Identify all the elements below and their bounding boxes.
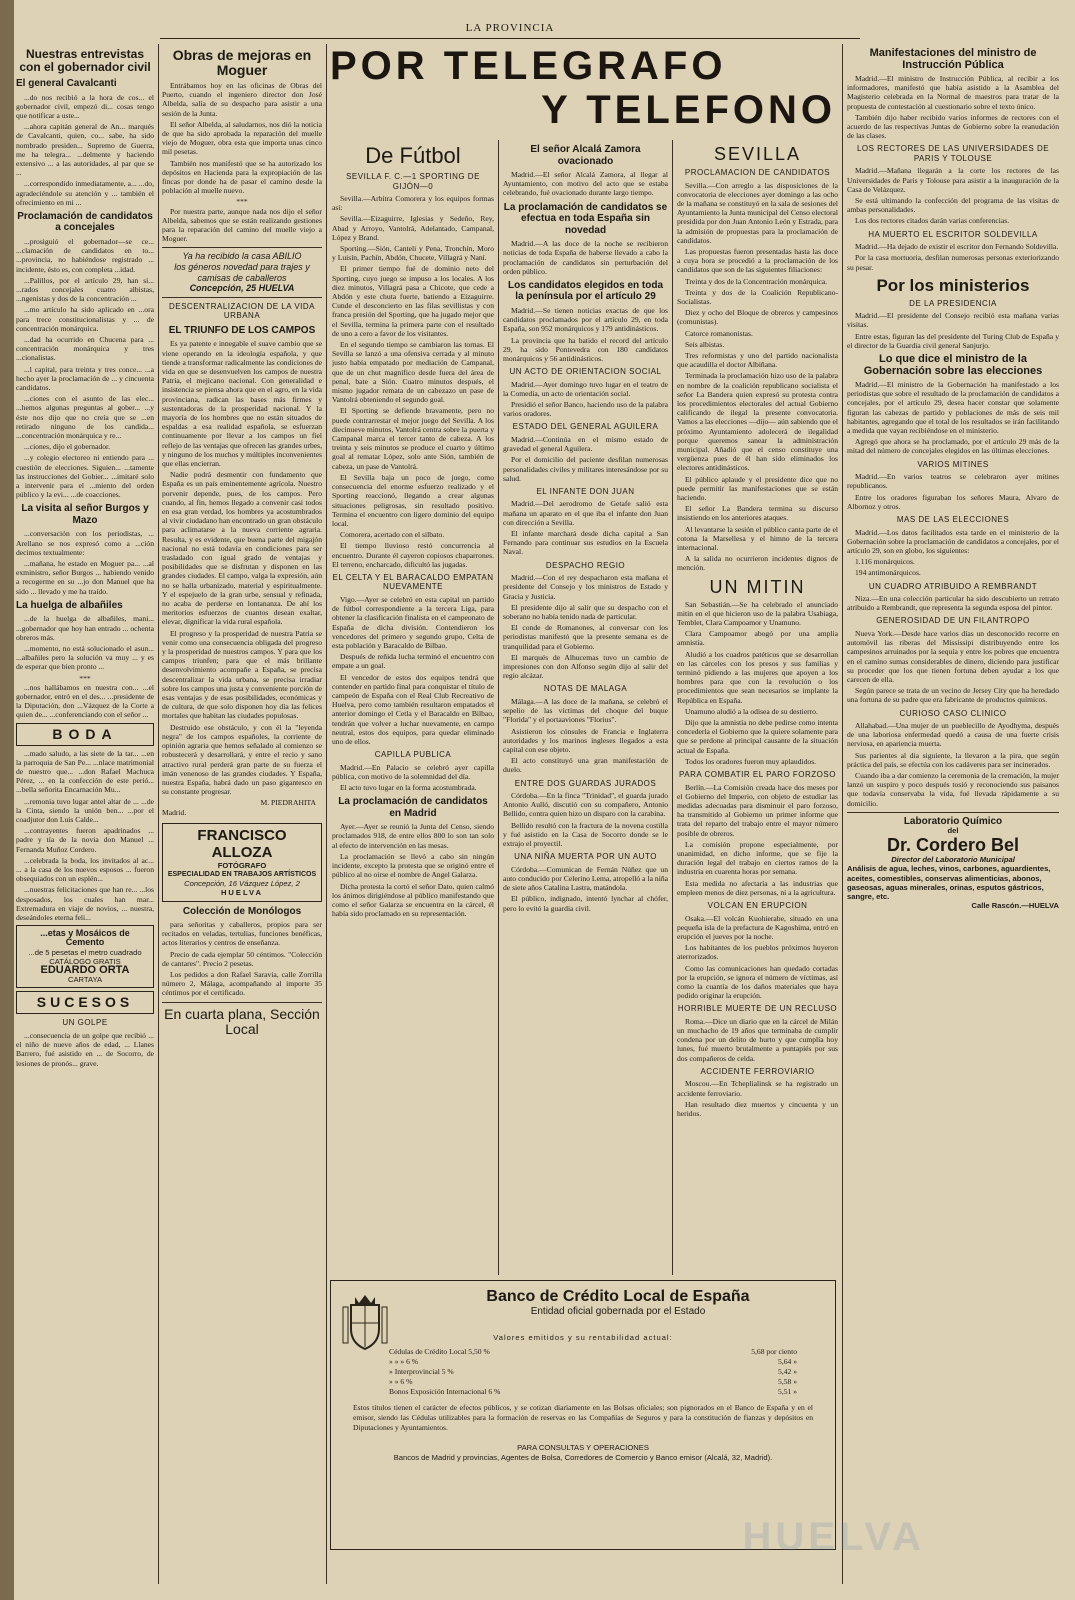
bank-title: Banco de Crédito Local de España [486,1288,750,1305]
paragraph: ...prosiguió el gobernador—se ce... ...clamación de candidatos en to... ...provincia, no habiéndose registrado ... incidente, ésto es, con completa ...idad. [16,236,154,274]
column-6 [847,44,1059,1584]
paragraph: El vencedor de estos dos equipos tendrá que contender en partido final para conquistar el título de campeón de España con el Real Club Recreativo de Huelva, pero como también resultaron empatados el anterior domingo el Cetla y el Baracaldo en Bilbao, tendrán que volver a luchar nuevamente, en campo neutral, estos dos equipos, para quedar eliminado uno de ellos. [332,672,494,746]
paragraph: Por nuestra parte, aunque nada nos dijo el señor Albelda, sabemos que se están realizando gestiones para la reparación del camino del muelle viejo a Moguer. [162,206,322,244]
separator-stars: *** [79,673,91,683]
paragraph: ...contrayentes fueron apadrinados ... padre y tía de la novia don Manuel ... Fernanda Muñoz Cordero. [16,826,154,854]
rate-label: » » 6 % [389,1377,413,1386]
paragraph: Dicha protesta la cortó el señor Dato, quien calmó los ánimos dirigiéndose al público manifestando que como el señor Galarza se encuentra en la cárcel, él había sido proclamado en su representación. [332,881,494,919]
headline: ENTRE DOS GUARDAS JURADOS [514,778,657,788]
ad-text: HUELVA [220,888,264,898]
ad-text: Calle Rascón.—HUELVA [971,901,1059,911]
paragraph: ...y colegio electoreo ni entiendo para ... cuestión de elecciones. Siguien... ...tamente las instrucciones del Gobier... ...imitaré solo a intervenir para el ...miento del orden público y la evi... ...de coacciones. [16,453,154,500]
paragraph: Entre estas, figuran las del presidente del Turing Club de España y el director de la Guardia civil general Sanjurjo. [847,331,1059,350]
headline: SEVILLA [713,144,802,164]
paragraph: Dijo que la amnistía no debe pedirse como intenta concederla el Gobierno que la quiere solamente para que se perdone al principal causante de la situación actual de España. [677,718,838,755]
paragraph: ...consecuencia de un golpe que recibió ... el niño de nueve años de edad, ... Llanes Barrero, fué asistido en ... de Socorro, de lesiones de pronós... grave. [16,1030,154,1068]
headline: CAPILLA PUBLICA [374,750,452,760]
paragraph: San Sebastián.—Se ha celebrado el anunciado mitin en el que hicieron uso de la palabra Usabiaga, Temblet, Clara Campoamor y Unamuno. [677,599,838,628]
paragraph: Presidió el señor Banco, haciendo uso de la palabra varios oradores. [503,400,668,419]
headline: En cuarta plana, Sección Local [164,1005,320,1037]
paragraph: El Sevilla baja un poco de juego, como consecuencia del enorme esfuerzo realizado y el Sporting reaccionó, llegando a crear algunas situaciones peligrosas, sin resultado positivo. Termina el encuentro con ligero dominio del equipo local. [332,472,494,528]
paragraph: En el segundo tiempo se cambiaron las tornas. El Sevilla se lanzó a una ofensiva cerrada y al minuto justo había empatado por mediación de Campanal, que de un chut magnífico desde fuera del área de penal, bate a Sión. Cuatro minutos después, el mismo jugador remata de un cabezazo un pase de Vantolrá obteniendo el segundo goal. [332,340,494,405]
headline: VOLCAN EN ERUPCION [707,901,808,911]
paragraph: Málaga.—A las doce de la mañana, se celebró el sepelio de las víctimas del choque del buque "Florida" y el portaaviones "Florius". [503,696,668,725]
headline: PROCLAMACION DE CANDIDATOS [684,168,831,177]
headline: Los candidatos elegidos en toda la península por el artículo 29 [507,279,664,303]
ad-name: EDUARDO ORTA [40,964,130,977]
paragraph: Sevilla.—Con arreglo a las disposiciones de la convocatoria de elecciones ayer domingo a las ocho de la mañana se constituyó en la sala de sesiones del Ayuntamiento la Junta municipal del Censo electoral presidida por don Juan Antonio León y Estrada, para la admisión de propuestas para la proclamación de candidatos. [677,180,838,245]
rate-value: 5,51 » [778,1387,797,1396]
headline: El general Cavalcanti [16,78,117,89]
paragraph: Madrid.—Mañana llegarán a la corte los rectores de las Universidades de Paris y Tolouse para asistir a la inauguración de la Casa de Velázquez. [847,166,1059,194]
ad-text: Concepción, 25 HUELVA [189,282,295,293]
ad-title: ...etas y Mosáicos de Cemento [40,928,130,948]
headline: La proclamación de candidatos se efectua en toda España sin novedad [503,201,668,236]
page-edge [0,0,14,1600]
column-3 [332,140,494,1275]
headline: ACCIDENTE FERROVIARIO [700,1066,815,1076]
paragraph: Terminada la proclamación hizo uso de la palabra en nombre de la coalición republicano socialista el señor La Bandera quien expresó su protesta contra los procedimientos electorales del actual Gobierno calificando de ilegal la presente convocatoria. Vamos a las elecciones —dijo— aún sabiendo que el próximo Ayuntamiento adolecerá de ilegalidad porque queremos sanear la administración municipal. Añadió que el censo constituye una vergüenza pues de él han sido eliminados los electores antidinásticos. [677,371,838,473]
column-2 [162,44,322,1584]
paragraph: Sus parientes al dia siguiente, la llevaron a la pira, que según práctica del país, se efectúa con los cadáveres para ser incinerados. [847,750,1059,769]
paragraph: Han resultado diez muertos y cincuenta y un heridos. [677,1099,838,1118]
paragraph: Esta medida no afectaría a las industrias que empleen menos de diez personas, ni a la agricultura. [677,878,838,897]
rate-row [339,1377,827,1387]
headline: DESCENTRALIZACION DE LA VIDA URBANA [168,301,316,321]
ad-banco-credito-local [330,1280,836,1550]
ad-alloza [162,823,322,902]
headline: La proclamación de candidatos en Madrid [338,796,488,819]
banner-line2: Y TELEFONO [541,88,836,132]
headline: MAS DE LAS ELECCIONES [896,515,1010,524]
rate-label: » » » 6 % [389,1357,419,1366]
paragraph: El señor La Bandera termina su discurso insistiendo en los anteriores ataques. [677,504,838,523]
paragraph: Todos los oradores fueron muy aplaudidos. [685,756,817,766]
paragraph: Como las comunicaciones han quedado cortadas por la erupción, se ignora el número de víctimas, así como la cuantía de los daños materiales que haya podido originar la erupción. [677,963,838,1001]
headline: HORRIBLE MUERTE DE UN RECLUSO [677,1004,838,1014]
paragraph: ...ahora capitán general de An... marqués de Cavalcanti, quien, co... sabe, ha sido nombrado presiden... Supremo de Guerra, me ha telegra... ...delmente y haciendo extensivo ... a las autoridades, al par que se ... [16,122,154,178]
paragraph: Las propuestas fueron presentadas hasta las doce a cuya hora se procedió a la proclamación de los candidatos que son de las siguientes filiaciones: [677,246,838,275]
headline: DESPACHO REGIO [545,560,626,570]
ad-text: CATÁLOGO GRATIS [49,956,121,966]
bank-ops-text: Bancos de Madrid y provincias, Agentes de Bolsa, Corredores de Comercio y Banco emisor (Alcalá, 32, Madrid). [393,1453,773,1462]
paragraph: La proclamación se llevó a cabo sin ningún incidente, excepto la protesta que se originó entre el público al no oirse el nombre de Angel Galarza. [332,851,494,880]
paragraph: Unamuno aludió a la odisea de su destierro. [685,706,818,716]
rate-row [339,1367,827,1377]
ad-text: CARTAYA [67,975,103,985]
paragraph: También dijo haber recibido varios informes de rectores con el acuerdo de las respectivas Juntas de Gobierno sobre la reanudación de las clases. [847,112,1059,141]
headline: Lo que dice el ministro de la Gobernación sobre las elecciones [863,353,1043,377]
headline: UN CUADRO ATRIBUIDO A REMBRANDT [868,581,1038,591]
paragraph: Cuando iba a dar comienzo la ceremonia de la cremación, la mujer lanzó un suspiro y poco después tosió y reconociendo sus paisanos que todavía conservaba la vida, fué llevada rápidamente a su domicilio. [847,771,1059,808]
paragraph: ...conversación con los periodistas, ... Arellano se nos expresó como a ...ción decimos textualmente: [16,529,154,557]
paragraph: Al levantarse la sesión el público canta parte de el cotona la Marsellesa y el himno de la tercera internacional. [677,524,838,553]
ad-cemento [16,925,154,988]
column-rule [498,140,499,1275]
ad-abilio [162,252,322,292]
rate-label: Bonos Exposición Internacional 6 % [389,1387,501,1396]
paragraph: Madrid.—Ayer domingo tuvo lugar en el teatro de la Comedia, un acto de orientación social. [503,379,668,398]
paragraph: Madrid.—El presidente del Consejo recibió esta mañana varias visitas. [847,311,1059,330]
ad-text: Análisis de agua, leches, vinos, carbones, aguardientes, aceites, comestibles, conservas alimenticias, abonos, gaseosas, aguas minerales, orinas, esputos gástricos, sangre, etc. [847,864,1051,902]
paragraph: Sevilla.—Eizaguirre, Iglesias y Sedeño, Rey, Abad y Arroyo, Vantolrá, Adelantado, Campanal, López y Brand. [332,214,494,242]
paragraph: Comorera, acertado con el silbato. [340,530,445,540]
paragraph: ...nos hallábamos en nuestra con... ...el gobernador, entró en el des... ...presidente de la Diputación, don ...Vázquez de la Corte a quien de... ...conferenciando con el señor ... [16,682,154,720]
headline: UNA NIÑA MUERTA POR UN AUTO [514,852,657,862]
paragraph: El infante marchará desde dicha capital a San Fernando para continuar sus estudios en la Escuela Naval. [503,529,668,557]
paragraph: Osaka.—El volcán Kuohierabe, situado en una pequeña isla de la prefactura de Kagoshima, entró en erupción el jueves por la noche. [677,913,838,941]
separator-stars: *** [236,197,248,207]
paragraph: Treinta y dos de la Coalición Republicano-Socialistas. [677,287,838,306]
paragraph: Madrid.—Con el rey despacharon esta mañana el presidente del Consejo y los ministros de Estado y Gracia y Justicia. [503,573,668,601]
column-5 [677,140,838,1275]
ad-text: Ya ha recibido la casa ABILIO [182,251,302,262]
paragraph: El marqués de Alhucemas tuvo un cambio de impresiones con don Alfonso según dijo al salir del regio alcázar. [503,652,668,681]
paragraph: El presidente dijo al salir que su despacho con el soberano no había tenido nada de particular. [503,602,668,621]
headline: Proclamación de candidatos a concejales [17,210,153,234]
paragraph: Los dos rectores citados darán varias conferencias. [855,216,1010,226]
rate-label: » Interprovincial 5 % [389,1367,454,1376]
bank-table-heading: Valores emitidos y su rentabilidad actual: [493,1333,673,1342]
headline: UN GOLPE [62,1018,108,1028]
paragraph: Agregó que ahora se ha proclamado, por el artículo 29 más de la mitad del número de concejales elegidos en las últimas elecciones. [847,437,1059,456]
paragraph: ...remonia tuvo lugar antel altar de ... ...de la Cinta, siendo la unión ben... ...por el coadjutor don Luis Calde... [16,796,154,824]
paragraph: Madrid.—Continúa en el mismo estado de gravedad el general Aguilera. [503,434,668,454]
column-rule [158,44,159,1584]
paragraph: Los habitantes de los pueblos próximos huyeron aterrorizados. [677,943,838,962]
library-watermark: HUELVA [742,1515,925,1559]
banner [330,44,836,134]
paragraph: ...celebrada la boda, los invitados al ac... ... a la casa de los nuevos esposos ... fueron obsequiados con un esplén... [16,855,154,884]
paragraph: 194 antimonárquicos. [855,568,921,578]
paragraph: Entre los oradores figuraban los señores Maura, Alvaro de Albornoz y otros. [847,492,1059,511]
paragraph: El público, indignado, intentó lynchar al chófer, pero lo evitó la guardia civil. [503,894,668,913]
paragraph: Bellido resultó con la fractura de la novena costilla y fué asistido en la Casa de Socorro donde se le extrajo el proyectil. [503,820,668,849]
paragraph: Nueva York.—Desde hace varios días un desconocido recorre en automóvil las riberas del Mississipi distribuyendo entre los campesinos arruinados por la sequía y entre los pobres que encuentra en el camino sumas considerables de dinero, diciendo para justificar su proceder que los que tienen fortuna deben ayudar a los que carecen de ella. [847,628,1059,684]
paragraph: Madrid.—Del aerodromo de Getafe salió esta mañana un aparato en el que iba el infante don Juan con dirección a Sevilla. [503,499,668,527]
paragraph: Madrid.—El ministro de la Gobernación ha manifestado a los periodistas que sobre el resultado de la proclamación de candidatos a concejales, por el artículo 29, desea hacer constar que solamente figuran las cabezas de partido y poblaciones de más de seis mil habitantes, agregando que el total de los resultados se irán facilitando a medida que vayan recibiéndose en el ministerio. [847,380,1059,436]
ad-text: del [947,826,959,836]
headline: HA MUERTO EL ESCRITOR SOLDEVILLA [868,229,1038,239]
headline: LOS RECTORES DE LAS UNIVERSIDADES DE PARIS Y TOLOUSE [856,144,1050,163]
paragraph: Sevilla.—Arbitra Comorera y los equipos formas así: [332,194,494,213]
paragraph: Aludió a los cuadros patéticos que se desarrollan en las cárceles con los presos y sus familias y terminó pidiendo a las mujeres que apoyen a los hombres para que con la revolución o los procedimientos que sean necesarios se implante la República en España. [677,649,838,705]
paragraph: ...do nos recibió a la hora de cos... el gobernador civil, empezó di... cosas tengo que notificar a uste... [16,92,154,120]
rate-row [339,1357,827,1367]
headline: ESTADO DEL GENERAL AGUILERA [512,422,659,432]
headline: SUCESOS [36,994,134,1011]
paragraph: Asistieron los cónsules de Francia e Inglaterra autoridades y los marinos ingleses llegados a esta capital con ese objeto. [503,726,668,754]
ad-text: Director del Laboratorio Municipal [891,855,1015,865]
paragraph: Destruido ese obstáculo, y con él la "leyenda negra" de los campos españoles, la corriente de opinión agraria que hemos señalado al comienzo se robustecerá y desarrollará, y entre el recio y sano atractivo rural perderá gran parte de su fuerza el imán venenoso de las grandes ciudades. Y España, nuestra España, habrá dado un paso gigantesco en su constante progresar. [162,722,322,797]
signature: M. PIEDRAHITA [260,798,316,808]
paragraph: ...ciones con el asunto de las elec... ...hemos algunas preguntas al gober... ...y éste nos dijo que no creía que se ...en retirado ninguno de los candida... ...concentración monárquica y re... [16,394,154,440]
paragraph: A la salida no ocurrieron incidentes dignos de mención. [677,554,838,573]
headline: VARIOS MITINES [917,459,989,469]
rate-row [339,1387,827,1397]
paragraph: La comisión propone especialmente, por unanimidad, en dicho informe, que se fije la duración legal del trabajo en ciertos ramos de la industria en cuarenta horas por semana. [677,839,838,877]
paragraph: El conde de Romanones, al conversar con los periodistas manifestó que la presente semana es de tranquilidad para el Gobierno. [503,623,668,651]
headline: De Fútbol [365,143,461,168]
rate-value: 5,42 » [778,1367,797,1376]
bank-ops-title: PARA CONSULTAS Y OPERACIONES [517,1443,649,1452]
headline: El señor Alcalá Zamora ovacionado [530,144,641,167]
headline: Manifestaciones del ministro de Instrucción Pública [869,47,1037,71]
headline: UN MITIN [709,576,806,597]
ad-text: FOTÓGRAFO [217,860,267,870]
headline: Por los ministerios [876,275,1030,295]
paragraph: ...Palillos, por el artículo 29, han si... ...rados concejales cuatro albistas, ...ngenistas y dos de la concentración ... [16,275,154,304]
paragraph: Los pedidos a don Rafael Saravia, calle Zorrilla número 2, Málaga, acompañando al importe 35 céntimos por el certificado. [162,970,322,998]
paragraph: Se está ultimando la confección del programa de las visitas de ambas personalidades. [847,196,1059,215]
paragraph: ...momento, no está solucionado el asun... ...albañiles pero la solución va muy ... y es de esperar que bien pronto ... [16,643,154,672]
paragraph: ...mado saludo, a las siete de la tar... ...en la parroquia de San Pe... ...nlace matrimonial de nuestro que... ...don Rafael Machuca Pérez, ... en la confección de este perió... ...bella señorita Encarnación Mu... [16,748,154,795]
rate-label: Cédulas de Crédito Local 5,50 % [389,1347,490,1356]
paragraph: Catorce romanonistas. [685,328,753,338]
paragraph: Moscou.—En Tcheplialinsk se ha registrado un accidente ferroviario. [677,1079,838,1098]
paragraph: El progreso y la prosperidad de nuestra Patria se venir como una consecuencia obligada del progreso y la prosperidad de nuestros campos. Y para que los campos triunfen; para que el más brillante desenvolvimiento acompañe a España, se precisa descentralizar la vida urbana, se precisa irradiar sobre los campos una justa y conveniente porción de esas ventajas y de esas posibilidades, económicas y de cultura, de que solo disponen hoy día las felices mortales que habitan las ciudades populosas. [162,628,322,721]
headline: Colección de Monólogos [182,905,302,917]
headline: UN ACTO DE ORIENTACION SOCIAL [509,367,662,377]
column-rule [326,44,327,1584]
ad-text: ...de 5 pesetas el metro cuadrado [28,947,142,957]
paragraph: Treinta y dos de la Concentración monárquica. [685,276,828,286]
column-rule [842,44,843,1584]
paragraph: Madrid.—Ha dejado de existir el escritor don Fernando Soldevilla. [855,242,1059,252]
paragraph: Por la casa mortuoria, desfilan numerosas personas exteriorizando su pesar. [847,253,1059,272]
paragraph: Clara Campoamor abogó por una amplia amnistía. [677,629,838,648]
paragraph: ...ciones, dijo el gobernador. [24,442,111,452]
paragraph: ...mañana, he estado en Moguer pa... ...al exministro, señor Burgos ... habiendo venido a recogerme en su ...jo don Manuel que ha sido ... llevado y me ha traído. [16,559,154,596]
paragraph: Madrid.—Se tienen noticias exactas de que los candidatos proclamados por el artículo 29, en toda España, son 952 monárquicos y 179 antidinásticos. [503,305,668,334]
headline: EL CELTA Y EL BARACALDO EMPATAN NUEVAMENTE [332,572,494,592]
headline: EL TRIUNFO DE LOS CAMPOS [168,324,316,336]
ad-name: FRANCISCO ALLOZA [197,826,287,861]
paragraph: Entrábamos hoy en las oficinas de Obras del Puerto, cuando el ingeniero director don José Albelda, salía de su despacho para asistir a una sesión de la Junta. [162,81,322,118]
ad-laboratorio [847,817,1059,911]
paragraph: Después de reñida lucha terminó el encuentro con empate a un goal. [332,652,494,671]
dateline: Madrid. [162,807,187,817]
ad-title: Laboratorio Químico [903,815,1003,827]
paragraph: Madrid.—El señor Alcalá Zamora, al llegar al Ayuntamiento, con motivo del acto que se estaba celebrando, fué ovacionado durante largo tiempo. [503,170,668,198]
bank-text: Estos títulos tienen el carácter de efectos públicos, y se cotizan diariamente en las Bolsas oficiales; son pignorados en el Banco de España y en el emisor, siendo las Cédulas utilizables para la formación de reservas en las Compañías de Seguros y para la constitución de fianzas y depósitos en Diputaciones y Ayuntamientos. [353,1403,813,1432]
headline: CURIOSO CASO CLINICO [899,708,1007,718]
headline: EL INFANTE DON JUAN [536,486,635,496]
paragraph: Sporting.—Sión, Canteli y Pena, Tronchín, Moro y Luisín, Pachín, Abdón, Chucete, Villagrá y Naní. [332,244,494,263]
column-1 [16,44,154,1584]
paragraph: El acto tuvo lugar en la forma acostumbrada. [340,783,477,793]
rate-value: 5,64 » [778,1357,797,1366]
paragraph: ...de la huelga de albañiles, mani... ...gobernador que hoy han entrado ... ochenta obreros más. [16,614,154,642]
paragraph: El señor Albelda, al saludarnos, nos dió la noticia de que ha sido aprobada la reparación del muelle viejo de Moguer, obra esta que importa unas cinco mil pesetas. [162,119,322,157]
paragraph: Seis albistas. [685,339,725,349]
paragraph: El tiempo lluvioso restó concurrencia al encuentro. Durante él cayeron copiosos chaparrones. El terreno, encharcado, dificultó las jugadas. [332,541,494,569]
paragraph: También nos manifestó que se ha autorizado los depósitos en Hacienda para la expropiación de las fincas por donde ha de pasar el camino desde la población al muelle nuevo. [162,158,322,196]
paragraph: Roma.—Dice un diario que en la cárcel de Milán un muchacho de 19 años que terminaba de cumplir condena por un delito de hurto y que cumplía hoy lunes, fué muerto brutalmente a puntapiés por sus dos compañeros de celda. [677,1016,838,1063]
paragraph: Nadie podrá desmentir con fundamento que España es un país eminentemente agrícola. Nuestro porvenir depende, pues, de los campos. Pero cuando, al fin, hemos llegado a convenir casi todos en esa gran verdad, los hombres ya acostumbrados al vivir ciudadano han encontrado un gran obstáculo para aclimatarse a la nueva corriente agraria. Resulta, y es evidente, que buena parte del migajón nacional no está todavía en condiciones para ser trasladado con igual grado de ventajas y posibilidades que se disfrutan y disponen en las grandes ciudades. El campo, valga la expresión, aún no se halla urbanizado, material y espiritualmente. Y el espejuelo de la gran urbe, sensual y refinada, no acaba de perderse en lontananza. De ahí los meritorios esfuerzos de cuantos desean exaltar, elevar, dignificar la vida rural española. [162,470,322,627]
paragraph: El acto constituyó una gran manifestación de duelo. [503,756,668,775]
paragraph: 1.116 monárquicos. [855,557,915,567]
paragraph: Córdoba.—En la finca "Trinidad", el guarda jurado Antonio Aulló, discutió con su compañero, Antonio Bellido, contra quien hizo un disparo con la carabina. [503,791,668,819]
paragraph: Madrid.—Los datos facilitados esta tarde en el ministerio de la Gobernación sobre la proclamación de candidatos a concejales, por el artículo 29, son en globo, los siguientes: [847,527,1059,555]
paragraph: El primer tiempo fué de dominio neto del Sporting, cuyo juego se impuso a los locales. A los diez minutos, Villagrá pasa a Chicote, que cede a Abdón y este chuta fuerte, batiendo a Eizaguirre. Cunde el desconcierto en las filas sevillistas y con franca presión del Sporting, que ha jugado mejor que el Sevilla, termina la primera parte con el resultado de uno a cero a favor de los visitantes. [332,264,494,338]
headline: La visita al señor Burgos y Mazo [21,503,149,526]
paragraph: Niza.—En una colección particular ha sido descubierto un retrato atribuido a Rembrandt, que representa la segunda esposa del pintor. [847,594,1059,613]
paragraph: Madrid.—En Palacio se celebró ayer capilla pública, con motivo de la solemnidad del día. [332,762,494,781]
paragraph: El público aplaude y el presidente dice que no puede permitir las manifestaciones que se están haciendo. [677,474,838,502]
paragraph: Berlín.—La Comisión creada hace dos meses por el Gobierno del Imperio, con objeto de estudiar las medidas adecuadas para disminuir el paro forzoso, ha transmitido al Gobierno un primer informe que trata del reparto del trabajo entre el mayor número posible de obreros. [677,782,838,838]
paragraph: ...nuestras felicitaciones que han re... ...los desposados, los cuales han mar... Extremadura en viaje de novios, ... nuestra, deseándoles eterna feli... [16,885,154,923]
paragraph: Según parece se trata de un vecino de Jersey City que ha heredado una fortuna de su padre que era fabricante de productos químicos. [847,686,1059,705]
headline: GENEROSIDAD DE UN FILANTROPO [876,616,1030,626]
paragraph: El Sporting se defiende bravamente, pero no puede contrarrestar el mejor juego del Sevilla. A los diecinueve minutos, Vantolrá centra sobre la puerta y Campanal marca el tercer tanto de cabeza. A los treinta y seis minutos se produce el cuarto y último goal al rematar López, solo ante Sión, también de cabeza, un pase de Vantolrá. [332,406,494,471]
paragraph: Vigo.—Ayer se celebró en esta capital un partido de fútbol correspondiente a la tercera Liga, para obtener la clasificación finalista en el campeonato de España de dicha división. Contendieron los vencedores del primero y segundo grupo, Celta de esta población y Baracaldo de Bilbao. [332,594,494,650]
rate-row [339,1347,827,1357]
paragraph: ...correspondido inmediatamente, a... ...do, agradeciéndole su atención y ... también el ofrecimiento en mi ... [16,179,154,207]
rate-value: 5,68 por ciento [751,1347,797,1356]
ad-text: los géneros novedad para trajes y camisas de caballeros [174,261,310,283]
paragraph: Allahabad.—Una mujer de un pueblecillo de Ayodhyma, después de una laboriosa enfermedad quedó a causa de una fuerte crisis nerviosa, en apariencia muerta. [847,721,1059,749]
paragraph: ...mo artículo ha sido aplicado en ...ora para trece constitucionalistas y ... de concentración monárquica. [16,305,154,333]
paragraph: ...l capital, para treinta y tres conce... ...a hecho ayer la proclamación de ... y cincuenta candidatos. [16,364,154,392]
headline: DE LA PRESIDENCIA [909,298,997,308]
ad-text: ESPECIALIDAD EN TRABAJOS ARTÍSTICOS [167,870,317,878]
paragraph: Ayer.—Ayer se reunió la Junta del Censo, siendo proclamados 918, de entre ellos 800 lo son tan solo al efecto de intervención en las mesas. [332,822,494,850]
paragraph: Diez y ocho del Bloque de obreros y campesinos (comunistas). [677,308,838,327]
coat-of-arms-icon [341,1291,389,1351]
ad-name: Dr. Cordero Bel [886,835,1020,856]
headline: BODA [52,725,118,742]
paragraph: Córdoba.—Comunican de Fernán Núñez que un auto conducido por Celerino Lema, atropelló a la niña de siete años Catalina Lastra, matándola. [503,864,668,893]
paragraph: Madrid.—En varios teatros se celebraron ayer mítines republicanos. [847,472,1059,491]
paragraph: Madrid.—El ministro de Instrucción Pública, al recibir a los informadores, manifestó que había asistido a la Asamblea del Magisterio celebrada en la Normal de maestros para tratar de la propuesta de contestación al cuestionario sobre el texto único. [847,74,1059,111]
ad-text: Concepción, 16 Vázquez López, 2 [184,879,300,889]
paragraph: Precio de cada ejemplar 50 céntimos. "Colección de cantares". Precio 2 pesetas. [162,949,322,968]
paragraph: para señoritas y caballeros, propios para ser recitados en veladas, tertulias, funciones benéficas, actos literarios y centros de enseñanza. [162,920,322,948]
headline: SEVILLA F. C.—1 SPORTING DE GIJÓN—0 [346,172,480,191]
headline: Nuestras entrevistas con el gobernador civil [19,47,151,74]
paragraph: Madrid.—A las doce de la noche se recibieron noticias de toda España de haberse llevado a cabo la proclamación de candidatos sin perturbación del orden público. [503,239,668,276]
column-4 [503,140,668,1275]
paragraph: ...dad ha ocurrido en Chucena para ... concentración monárquica y tres ...cionalistas. [16,334,154,363]
bank-subtitle: Entidad oficial gobernada por el Estado [530,1306,706,1317]
paragraph: Tres reformistas y uno del partido nacionalista que acaudilla el doctor Albiñana. [677,350,838,370]
headline: Obras de mejoras en Moguer [172,47,312,78]
paragraph: Es ya patente e innegable el suave cambio que se viene operando en la ideología española, y que tiende a transformar radicalmente las condiciones de vida en que se desenvuelven los campos de nuestra Patria, el mejicano nacional. Con generalidad e insistencia se piensa ahora que en el agro, en la vida provinciana, radican las bases más firmes y sustentadoras de la prosperidad nacional. Y la mayoría de los hombres que no están situados de espaldas a esa realidad española, se esfuerzan continuamente por llevar a los campos un fiel reflejo de las ventajas que ofrecen las grandes urbes, y ninguno de los muchos y múltiples inconvenientes que ellas encierran. [162,339,322,468]
column-rule [672,140,673,1275]
paragraph: La provincia que ha batido el record del artículo 29, ha sido Pontevedra con 180 candidatos monárquicos y 56 antidinásticos. [503,335,668,363]
headline: La huelga de albañiles [16,599,123,611]
headline: PARA COMBATIR EL PARO FORZOSO [679,770,836,780]
paragraph: Por el domicilio del paciente desfilan numerosas personalidades civiles y militares interesándose por su salud. [503,455,668,483]
banner-line1: POR TELEGRAFO [330,44,727,88]
masthead: LA PROVINCIA [160,22,860,39]
headline: NOTAS DE MALAGA [543,684,628,694]
rate-value: 5,58 » [778,1377,797,1386]
bank-rates [339,1347,827,1397]
